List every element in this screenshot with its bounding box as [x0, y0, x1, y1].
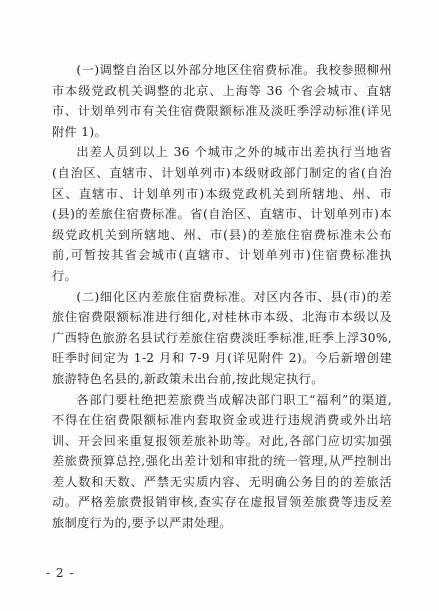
paragraph-other-cities-lodging: 出差人员到以上 36 个城市之外的城市出差执行当地省(自治区、直辖市、计划单列市)本级财政部门制定的省(自治区、直辖市、计划单列市)本级党政机关到所辖地、州、市(县)的差旅住宿费标准。省(自治区、直辖市、计划单列市)本级党政机关到所辖地、州、市(县)的差旅住宿费标准未公布前,可暂按其省会城市(直辖市、计划单列市)住宿费标准执行。: [52, 145, 392, 283]
paragraph-department-requirements: 各部门要杜绝把差旅费当成解决部门职工“福利”的渠道,不得在住宿费限额标准内套取资金或进行违规消费或外出培训、开会回来重复报领差旅补助等。对此,各部门应切实加强差旅费预算总控,强化出差计划和审批的统一管理,从严控制出差人数和天数、严禁无实质内容、无明确公务目的的差旅活动。严格差旅费报销审核,查实存在虚报冒领差旅费等违反差旅制度行为的,要予以严肃处理。: [52, 392, 392, 531]
page-number: - 2 -: [46, 566, 75, 580]
paragraph-refine-regional-lodging: (二)细化区内差旅住宿费标准。对区内各市、县(市)的差旅住宿费限额标准进行细化,对桂林市本级、北海市本级以及广西特色旅游名县试行差旅住宿费淡旺季标准,旺季上浮30%,旺季时间定为 1-2 月和 7-9 月(详见附件 2)。今后新增创建旅游特色名县的,新政策未出台前,按此规定执行。: [52, 289, 392, 386]
paragraph-adjust-external-lodging: (一)调整自治区以外部分地区住宿费标准。我校参照柳州市本级党政机关调整的北京、上海等 36 个省会城市、直辖市、计划单列市有关住宿费限额标准及淡旺季浮动标准(详见附件 1)。: [52, 63, 392, 139]
document-body: [52, 60, 392, 534]
